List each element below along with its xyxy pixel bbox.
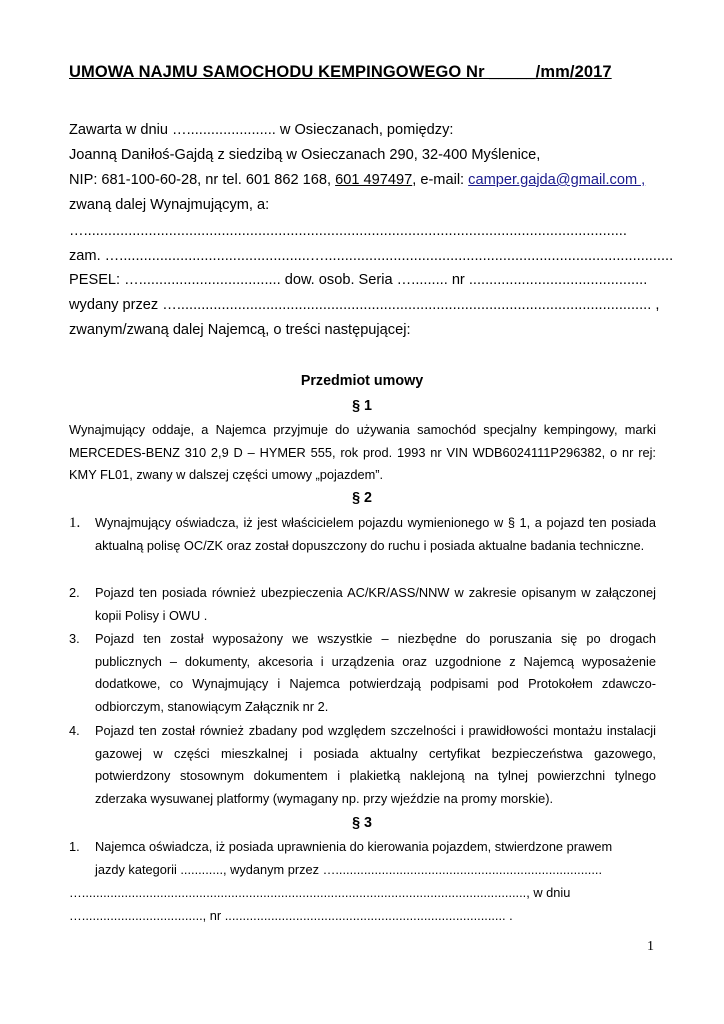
intro-lessee-alias: zwanym/zwaną dalej Najemcą, o treści następującej: (69, 322, 411, 338)
document-title: UMOWA NAJMU SAMOCHODU KEMPINGOWEGO Nr _____/mm/2017 (69, 63, 612, 81)
intro-lessee-pesel-field: PESEL: …................................... dow. osob. Seria …......... nr ............................................ (69, 272, 648, 288)
item-number: 3. (69, 631, 80, 646)
paragraph-2-item-3 (69, 628, 656, 718)
email-label: , e-mail: (412, 172, 469, 188)
item-number: 4. (69, 723, 80, 738)
item-text: Pojazd ten został wyposażony we wszystkie – niezbędne do poruszania się po drogach publicznych – dokumenty, akcesoria i urządzenia oraz uzgodnione z Najemcą wyposażenie dodatkowe, co Wynajmujący i Najemca potwierdzają podpisami pod Protokołem zdawczo-odbiorczym, stanowiącym Załącznik nr 2. (95, 631, 656, 714)
licence-number-field: ….................................., nr ............................................................................... . (69, 908, 513, 923)
paragraph-2-item-2 (69, 582, 656, 627)
paragraph-2-item-4 (69, 720, 656, 810)
intro-lessee-address-field: zam. …...............................................…...................................................................................... (69, 248, 674, 264)
paragraph-1-heading: § 1 (352, 398, 372, 414)
intro-date-place: Zawarta w dniu …...................... w Osieczanach, pomiędzy: (69, 122, 454, 138)
intro-lessee-issuer-field: wydany przez …..................................................................................................................... , (69, 297, 660, 313)
intro-lessor-alias: zwaną dalej Wynajmującym, a: (69, 197, 270, 213)
paragraph-2-heading: § 2 (352, 490, 372, 506)
licence-date-field: …............................................................................................................................., w dniu (69, 885, 571, 900)
intro-lessor-contact (69, 172, 645, 188)
page-number: 1 (647, 939, 654, 954)
nip-phone-text: NIP: 681-100-60-28, nr tel. 601 862 168, (69, 172, 336, 188)
paragraph-2-item-1 (69, 512, 656, 557)
paragraph-3-item-1 (69, 836, 656, 881)
item-text: Wynajmujący oświadcza, iż jest właścicielem pojazdu wymienionego w § 1, a pojazd ten posiada aktualną polisę OC/ZK oraz został dopuszczony do ruchu i posiada aktualne badania techniczne. (95, 515, 656, 553)
item-number: 2. (69, 585, 80, 600)
item-text-line-2: jazdy kategorii ............, wydanym przez …........................................................................... (95, 861, 603, 877)
item-number: 1. (69, 839, 80, 854)
item-text: Pojazd ten posiada również ubezpieczenia AC/KR/ASS/NNW w zakresie opisanym w załączonej kopii Polisy i OWU . (95, 585, 656, 623)
intro-lessor-name: Joanną Daniłoś-Gajdą z siedzibą w Osieczanach 290, 32-400 Myślenice, (69, 147, 541, 163)
phone-link[interactable]: 601 497497 (335, 172, 413, 188)
item-text-line-1: Najemca oświadcza, iż posiada uprawnienia do kierowania pojazdem, stwierdzone prawem (95, 839, 613, 854)
email-link[interactable]: camper.gajda@gmail.com , (468, 172, 646, 188)
intro-lessee-name-field: …...................................................................................................................................... (69, 223, 627, 239)
item-number: 1. (69, 515, 81, 531)
item-text: Pojazd ten został również zbadany pod względem szczelności i prawidłowości montażu instalacji gazowej w części mieszkalnej i posiada aktualny certyfikat bezpieczeństwa gazowego, potwierdzony stosownym dokumentem i plakietką naklejoną na tylnej powierzchni tylnego zderzaka wysuwanej platformy (wymagany np. przy wjeździe na promy morskie). (95, 723, 656, 806)
paragraph-3-heading: § 3 (352, 815, 372, 831)
paragraph-1-text: Wynajmujący oddaje, a Najemca przyjmuje do używania samochód specjalny kempingowy, marki MERCEDES-BENZ 310 2,9 D – HYMER 555, rok prod. 1993 nr VIN WDB6024111P296382, o nr rej: KMY FL01, zwany w dalszej części umowy „pojazdem”. (69, 422, 656, 482)
section-subject-heading: Przedmiot umowy (300, 373, 424, 389)
